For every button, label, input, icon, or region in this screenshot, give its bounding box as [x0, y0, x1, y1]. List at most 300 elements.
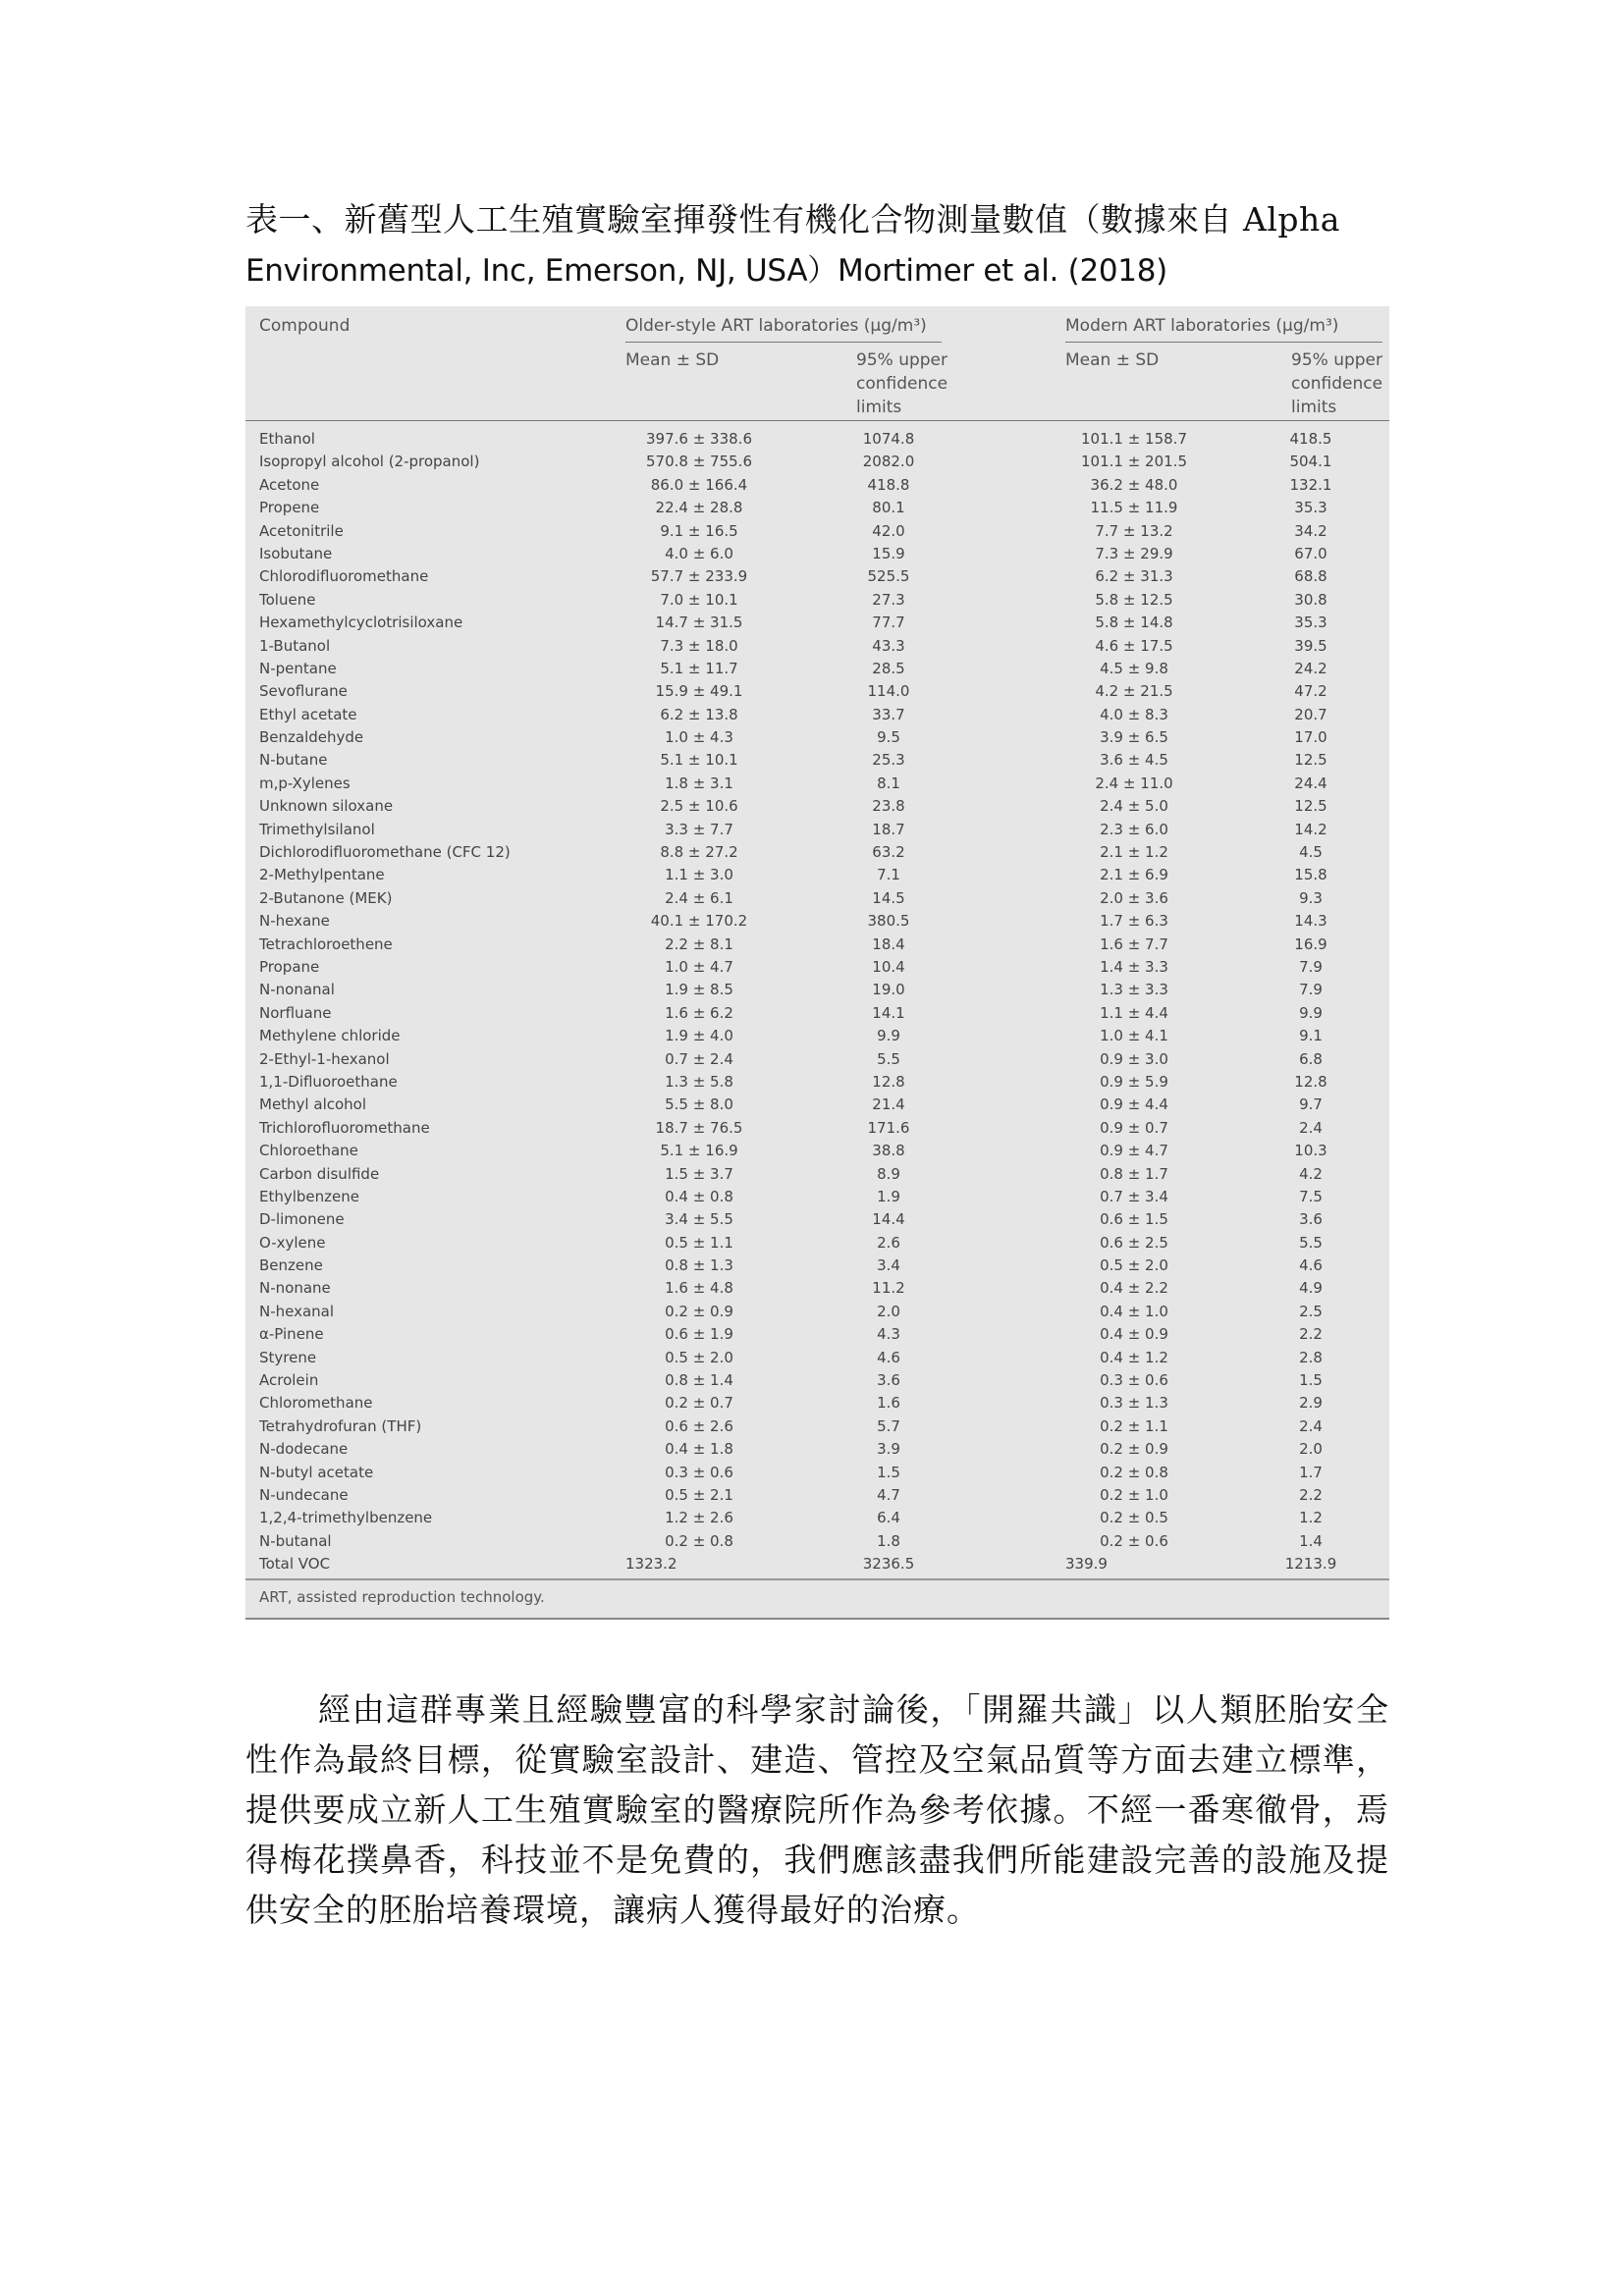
older-mean-sd-cell: 8.8 ± 27.2	[660, 843, 738, 862]
modern-mean-sd-cell: 4.6 ± 17.5	[1095, 636, 1173, 655]
modern-upper-cell: 1.5	[1299, 1371, 1323, 1390]
modern-mean-sd-cell: 0.9 ± 4.7	[1100, 1142, 1168, 1160]
compound-cell: Trichlorofluoromethane	[259, 1118, 430, 1137]
modern-upper-cell: 16.9	[1294, 934, 1327, 953]
table-row	[245, 1415, 1389, 1438]
modern-mean-sd-cell: 1.4 ± 3.3	[1100, 957, 1168, 976]
modern-upper-cell: 35.3	[1294, 614, 1327, 632]
older-mean-sd-cell: 0.4 ± 1.8	[665, 1440, 733, 1459]
older-mean-sd-cell: 15.9 ± 49.1	[655, 682, 743, 701]
compound-cell: Total VOC	[259, 1555, 331, 1574]
voc-table	[245, 306, 1389, 1620]
older-upper-cell: 2.6	[877, 1233, 900, 1252]
modern-upper-cell: 132.1	[1289, 475, 1332, 494]
modern-upper-cell: 10.3	[1294, 1142, 1327, 1160]
table-row	[245, 1117, 1389, 1140]
older-mean-sd-cell: 1.3 ± 5.8	[665, 1072, 733, 1091]
modern-mean-sd-cell: 0.2 ± 1.1	[1100, 1416, 1168, 1435]
modern-upper-cell: 67.0	[1294, 544, 1327, 562]
table-row	[245, 1163, 1389, 1186]
modern-mean-sd-cell: 7.3 ± 29.9	[1095, 544, 1173, 562]
compound-cell: N-butane	[259, 751, 328, 770]
header-older-upper-l2: confidence	[856, 374, 948, 394]
footnote-rule	[245, 1578, 1389, 1580]
table-row	[245, 956, 1389, 979]
compound-cell: N-nonane	[259, 1279, 331, 1298]
caption-line-2: Environmental, Inc, Emerson, NJ, USA）Mortimer et al. (2018)	[245, 253, 1167, 289]
modern-mean-sd-cell: 0.9 ± 0.7	[1100, 1118, 1168, 1137]
compound-cell: N-undecane	[259, 1485, 349, 1504]
caption-line-1: 表一、新舊型人工生殖實驗室揮發性有機化合物測量數值（數據來自 Alpha	[245, 200, 1340, 239]
modern-mean-sd-cell: 0.9 ± 4.4	[1100, 1095, 1168, 1114]
older-upper-cell: 21.4	[872, 1095, 905, 1114]
older-upper-cell: 1.9	[877, 1187, 900, 1205]
older-mean-sd-cell: 1.0 ± 4.7	[665, 957, 733, 976]
compound-cell: Tetrachloroethene	[259, 934, 393, 953]
table-row	[245, 887, 1389, 910]
older-mean-sd-cell: 0.6 ± 2.6	[665, 1416, 733, 1435]
older-upper-cell: 7.1	[877, 866, 900, 884]
modern-upper-cell: 47.2	[1294, 682, 1327, 701]
modern-mean-sd-cell: 0.2 ± 1.0	[1100, 1485, 1168, 1504]
older-mean-sd-cell: 5.5 ± 8.0	[665, 1095, 733, 1114]
modern-upper-cell: 2.2	[1299, 1485, 1323, 1504]
modern-upper-cell: 30.8	[1294, 590, 1327, 609]
compound-cell: N-hexane	[259, 912, 330, 931]
older-upper-cell: 2.0	[877, 1302, 900, 1320]
modern-mean-sd-cell: 1.6 ± 7.7	[1100, 934, 1168, 953]
modern-upper-cell: 5.5	[1299, 1233, 1323, 1252]
modern-upper-cell: 4.9	[1299, 1279, 1323, 1298]
modern-upper-cell: 1213.9	[1284, 1555, 1337, 1574]
table-row	[245, 1232, 1389, 1255]
compound-cell: D-limonene	[259, 1210, 345, 1229]
older-upper-cell: 4.3	[877, 1325, 900, 1344]
older-upper-cell: 9.9	[877, 1027, 900, 1045]
compound-cell: Benzaldehyde	[259, 728, 364, 747]
modern-upper-cell: 3.6	[1299, 1210, 1323, 1229]
compound-cell: Ethyl acetate	[259, 705, 357, 723]
table-row	[245, 1323, 1389, 1346]
older-upper-cell: 18.4	[872, 934, 905, 953]
older-mean-sd-cell: 0.5 ± 2.1	[665, 1485, 733, 1504]
modern-upper-cell: 2.8	[1299, 1348, 1323, 1366]
modern-upper-cell: 34.2	[1294, 521, 1327, 540]
table-row	[245, 428, 1389, 451]
modern-mean-sd-cell: 0.8 ± 1.7	[1100, 1164, 1168, 1183]
older-mean-sd-cell: 22.4 ± 28.8	[655, 499, 743, 517]
modern-mean-sd-cell: 101.1 ± 158.7	[1081, 430, 1187, 448]
table-row	[245, 520, 1389, 543]
table-row	[245, 1208, 1389, 1231]
older-mean-sd-cell: 9.1 ± 16.5	[660, 521, 738, 540]
modern-mean-sd-cell: 339.9	[1065, 1555, 1108, 1574]
older-mean-sd-cell: 1.8 ± 3.1	[665, 774, 733, 792]
table-row	[245, 1255, 1389, 1277]
compound-cell: Chloroethane	[259, 1142, 358, 1160]
modern-mean-sd-cell: 0.9 ± 5.9	[1100, 1072, 1168, 1091]
modern-mean-sd-cell: 4.0 ± 8.3	[1100, 705, 1168, 723]
modern-mean-sd-cell: 3.9 ± 6.5	[1100, 728, 1168, 747]
older-upper-cell: 18.7	[872, 820, 905, 838]
table-row	[245, 1140, 1389, 1162]
table-row	[245, 910, 1389, 933]
modern-upper-cell: 4.6	[1299, 1256, 1323, 1275]
modern-mean-sd-cell: 0.4 ± 2.2	[1100, 1279, 1168, 1298]
older-upper-cell: 1.5	[877, 1463, 900, 1481]
header-older-upper-l1: 95% upper	[856, 350, 947, 370]
compound-cell: 1-Butanol	[259, 636, 331, 655]
older-mean-sd-cell: 3.3 ± 7.7	[665, 820, 733, 838]
modern-upper-cell: 4.5	[1299, 843, 1323, 862]
older-mean-sd-cell: 0.2 ± 0.8	[665, 1531, 733, 1550]
older-mean-sd-cell: 1323.2	[625, 1555, 677, 1574]
older-upper-cell: 38.8	[872, 1142, 905, 1160]
older-group-rule	[625, 342, 942, 343]
older-upper-cell: 9.5	[877, 728, 900, 747]
table-row	[245, 680, 1389, 703]
modern-upper-cell: 2.5	[1299, 1302, 1323, 1320]
older-mean-sd-cell: 0.8 ± 1.3	[665, 1256, 733, 1275]
table-row	[245, 773, 1389, 795]
table-row	[245, 726, 1389, 749]
older-upper-cell: 28.5	[872, 659, 905, 677]
header-modern-group: Modern ART laboratories (μg/m³)	[1065, 316, 1339, 336]
compound-cell: Acrolein	[259, 1371, 319, 1390]
modern-mean-sd-cell: 0.4 ± 1.0	[1100, 1302, 1168, 1320]
older-mean-sd-cell: 0.2 ± 0.9	[665, 1302, 733, 1320]
compound-cell: 2-Ethyl-1-hexanol	[259, 1049, 390, 1068]
compound-cell: Carbon disulfide	[259, 1164, 380, 1183]
modern-upper-cell: 24.2	[1294, 659, 1327, 677]
modern-mean-sd-cell: 0.3 ± 0.6	[1100, 1371, 1168, 1390]
older-mean-sd-cell: 5.1 ± 11.7	[660, 659, 738, 677]
table-row	[245, 589, 1389, 612]
modern-mean-sd-cell: 0.3 ± 1.3	[1100, 1394, 1168, 1413]
older-upper-cell: 12.8	[872, 1072, 905, 1091]
modern-mean-sd-cell: 0.6 ± 1.5	[1100, 1210, 1168, 1229]
older-mean-sd-cell: 1.9 ± 4.0	[665, 1027, 733, 1045]
table-row	[245, 979, 1389, 1001]
modern-upper-cell: 15.8	[1294, 866, 1327, 884]
modern-mean-sd-cell: 0.4 ± 0.9	[1100, 1325, 1168, 1344]
table-row	[245, 864, 1389, 886]
modern-mean-sd-cell: 11.5 ± 11.9	[1090, 499, 1178, 517]
older-mean-sd-cell: 40.1 ± 170.2	[650, 912, 748, 931]
older-upper-cell: 5.7	[877, 1416, 900, 1435]
older-mean-sd-cell: 0.3 ± 0.6	[665, 1463, 733, 1481]
compound-cell: Isobutane	[259, 544, 333, 562]
compound-cell: Benzene	[259, 1256, 323, 1275]
older-mean-sd-cell: 0.7 ± 2.4	[665, 1049, 733, 1068]
older-mean-sd-cell: 1.5 ± 3.7	[665, 1164, 733, 1183]
older-upper-cell: 63.2	[872, 843, 905, 862]
older-mean-sd-cell: 1.6 ± 6.2	[665, 1003, 733, 1022]
compound-cell: 1,1-Difluoroethane	[259, 1072, 398, 1091]
table-row	[245, 1094, 1389, 1116]
older-mean-sd-cell: 5.1 ± 16.9	[660, 1142, 738, 1160]
older-upper-cell: 8.9	[877, 1164, 900, 1183]
older-mean-sd-cell: 6.2 ± 13.8	[660, 705, 738, 723]
table-row	[245, 451, 1389, 473]
compound-cell: Isopropyl alcohol (2-propanol)	[259, 453, 480, 471]
compound-cell: 2-Methylpentane	[259, 866, 385, 884]
table-row	[245, 658, 1389, 680]
older-upper-cell: 525.5	[867, 567, 910, 586]
compound-cell: N-nonanal	[259, 981, 335, 999]
modern-upper-cell: 1.4	[1299, 1531, 1323, 1550]
header-modern-upper-l1: 95% upper	[1291, 350, 1382, 370]
table-row	[245, 565, 1389, 588]
modern-upper-cell: 1.7	[1299, 1463, 1323, 1481]
older-mean-sd-cell: 7.3 ± 18.0	[660, 636, 738, 655]
compound-cell: m,p-Xylenes	[259, 774, 351, 792]
modern-mean-sd-cell: 2.1 ± 6.9	[1100, 866, 1168, 884]
older-mean-sd-cell: 1.6 ± 4.8	[665, 1279, 733, 1298]
compound-cell: α-Pinene	[259, 1325, 324, 1344]
modern-mean-sd-cell: 101.1 ± 201.5	[1081, 453, 1187, 471]
table-row	[245, 704, 1389, 726]
modern-mean-sd-cell: 1.0 ± 4.1	[1100, 1027, 1168, 1045]
older-upper-cell: 27.3	[872, 590, 905, 609]
compound-cell: Hexamethylcyclotrisiloxane	[259, 614, 463, 632]
older-mean-sd-cell: 0.5 ± 1.1	[665, 1233, 733, 1252]
table-row	[245, 1530, 1389, 1553]
older-upper-cell: 3.6	[877, 1371, 900, 1390]
table-row	[245, 497, 1389, 519]
compound-cell: Acetonitrile	[259, 521, 344, 540]
older-upper-cell: 8.1	[877, 774, 900, 792]
older-upper-cell: 14.5	[872, 888, 905, 907]
modern-upper-cell: 2.2	[1299, 1325, 1323, 1344]
modern-upper-cell: 2.9	[1299, 1394, 1323, 1413]
table-row	[245, 1025, 1389, 1047]
modern-upper-cell: 9.7	[1299, 1095, 1323, 1114]
older-mean-sd-cell: 4.0 ± 6.0	[665, 544, 733, 562]
older-upper-cell: 10.4	[872, 957, 905, 976]
modern-upper-cell: 6.8	[1299, 1049, 1323, 1068]
table-row	[245, 934, 1389, 956]
header-modern-mean-sd: Mean ± SD	[1065, 350, 1160, 370]
modern-upper-cell: 9.9	[1299, 1003, 1323, 1022]
compound-cell: N-butyl acetate	[259, 1463, 374, 1481]
modern-upper-cell: 2.0	[1299, 1440, 1323, 1459]
modern-upper-cell: 24.4	[1294, 774, 1327, 792]
modern-upper-cell: 7.9	[1299, 957, 1323, 976]
modern-mean-sd-cell: 5.8 ± 14.8	[1095, 614, 1173, 632]
table-footnote: ART, assisted reproduction technology.	[259, 1588, 545, 1606]
modern-mean-sd-cell: 0.2 ± 0.9	[1100, 1440, 1168, 1459]
modern-mean-sd-cell: 0.2 ± 0.6	[1100, 1531, 1168, 1550]
total-row	[245, 1553, 1389, 1575]
older-mean-sd-cell: 2.4 ± 6.1	[665, 888, 733, 907]
older-upper-cell: 33.7	[872, 705, 905, 723]
modern-upper-cell: 4.2	[1299, 1164, 1323, 1183]
older-upper-cell: 380.5	[867, 912, 910, 931]
older-mean-sd-cell: 0.2 ± 0.7	[665, 1394, 733, 1413]
modern-mean-sd-cell: 1.3 ± 3.3	[1100, 981, 1168, 999]
modern-mean-sd-cell: 2.3 ± 6.0	[1100, 820, 1168, 838]
compound-cell: Propene	[259, 499, 320, 517]
modern-upper-cell: 17.0	[1294, 728, 1327, 747]
modern-group-rule	[1065, 342, 1382, 343]
older-upper-cell: 6.4	[877, 1509, 900, 1527]
older-upper-cell: 14.4	[872, 1210, 905, 1229]
compound-cell: Chloromethane	[259, 1394, 373, 1413]
compound-cell: Acetone	[259, 475, 320, 494]
compound-cell: N-hexanal	[259, 1302, 335, 1320]
older-upper-cell: 1074.8	[862, 430, 915, 448]
older-upper-cell: 77.7	[872, 614, 905, 632]
modern-upper-cell: 14.2	[1294, 820, 1327, 838]
body-paragraph: 經由這群專業且經驗豐富的科學家討論後，「開羅共識」以人類胚胎安全性作為最終目標，從實驗室設計、建造、管控及空氣品質等方面去建立標準，提供要成立新人工生殖實驗室的醫療院所作為參考依據。不經一番寒徹骨，焉得梅花撲鼻香，科技並不是免費的，我們應該盡我們所能建設完善的設施及提供安全的胚胎培養環境，讓病人獲得最好的治療。	[245, 1690, 1389, 1929]
compound-cell: N-dodecane	[259, 1440, 349, 1459]
modern-mean-sd-cell: 7.7 ± 13.2	[1095, 521, 1173, 540]
table-row	[245, 1507, 1389, 1529]
older-mean-sd-cell: 1.9 ± 8.5	[665, 981, 733, 999]
table-body	[245, 428, 1389, 1576]
compound-cell: Unknown siloxane	[259, 797, 394, 816]
modern-upper-cell: 9.1	[1299, 1027, 1323, 1045]
modern-upper-cell: 504.1	[1289, 453, 1332, 471]
header-modern-upper-l2: confidence	[1291, 374, 1383, 394]
modern-upper-cell: 7.5	[1299, 1187, 1323, 1205]
compound-cell: Norfluane	[259, 1003, 332, 1022]
modern-mean-sd-cell: 0.6 ± 2.5	[1100, 1233, 1168, 1252]
modern-upper-cell: 418.5	[1289, 430, 1332, 448]
older-mean-sd-cell: 397.6 ± 338.6	[646, 430, 752, 448]
older-upper-cell: 114.0	[867, 682, 910, 701]
older-upper-cell: 4.7	[877, 1485, 900, 1504]
compound-cell: 2-Butanone (MEK)	[259, 888, 393, 907]
modern-mean-sd-cell: 3.6 ± 4.5	[1100, 751, 1168, 770]
modern-upper-cell: 14.3	[1294, 912, 1327, 931]
header-older-upper-l3: limits	[856, 398, 902, 417]
older-mean-sd-cell: 0.6 ± 1.9	[665, 1325, 733, 1344]
modern-mean-sd-cell: 2.4 ± 11.0	[1095, 774, 1173, 792]
older-upper-cell: 3.9	[877, 1440, 900, 1459]
modern-upper-cell: 39.5	[1294, 636, 1327, 655]
table-row	[245, 1369, 1389, 1392]
older-mean-sd-cell: 14.7 ± 31.5	[655, 614, 743, 632]
modern-mean-sd-cell: 0.5 ± 2.0	[1100, 1256, 1168, 1275]
modern-mean-sd-cell: 1.1 ± 4.4	[1100, 1003, 1168, 1022]
header-older-group: Older-style ART laboratories (μg/m³)	[625, 316, 927, 336]
older-upper-cell: 80.1	[872, 499, 905, 517]
older-mean-sd-cell: 2.2 ± 8.1	[665, 934, 733, 953]
older-mean-sd-cell: 0.5 ± 2.0	[665, 1348, 733, 1366]
table-row	[245, 1071, 1389, 1094]
compound-cell: O-xylene	[259, 1233, 326, 1252]
table-row	[245, 1347, 1389, 1369]
older-upper-cell: 171.6	[867, 1118, 910, 1137]
table-row	[245, 749, 1389, 772]
header-modern-upper	[1291, 348, 1382, 419]
older-mean-sd-cell: 5.1 ± 10.1	[660, 751, 738, 770]
header-older-upper	[856, 348, 947, 419]
older-mean-sd-cell: 0.8 ± 1.4	[665, 1371, 733, 1390]
modern-mean-sd-cell: 2.1 ± 1.2	[1100, 843, 1168, 862]
older-upper-cell: 1.6	[877, 1394, 900, 1413]
older-mean-sd-cell: 7.0 ± 10.1	[660, 590, 738, 609]
modern-upper-cell: 12.5	[1294, 751, 1327, 770]
older-upper-cell: 43.3	[872, 636, 905, 655]
older-upper-cell: 5.5	[877, 1049, 900, 1068]
modern-upper-cell: 1.2	[1299, 1509, 1323, 1527]
older-upper-cell: 42.0	[872, 521, 905, 540]
modern-upper-cell: 12.5	[1294, 797, 1327, 816]
header-modern-upper-l3: limits	[1291, 398, 1337, 417]
older-mean-sd-cell: 18.7 ± 76.5	[655, 1118, 743, 1137]
older-mean-sd-cell: 1.1 ± 3.0	[665, 866, 733, 884]
header-older-mean-sd: Mean ± SD	[625, 350, 720, 370]
table-row	[245, 635, 1389, 658]
modern-mean-sd-cell: 4.2 ± 21.5	[1095, 682, 1173, 701]
compound-cell: Toluene	[259, 590, 316, 609]
compound-cell: Methylene chloride	[259, 1027, 401, 1045]
older-upper-cell: 15.9	[872, 544, 905, 562]
table-row	[245, 1484, 1389, 1507]
modern-mean-sd-cell: 0.2 ± 0.5	[1100, 1509, 1168, 1527]
table-row	[245, 1002, 1389, 1025]
table-row	[245, 795, 1389, 818]
compound-cell: Dichlorodifluoromethane (CFC 12)	[259, 843, 511, 862]
modern-mean-sd-cell: 0.7 ± 3.4	[1100, 1187, 1168, 1205]
modern-mean-sd-cell: 5.8 ± 12.5	[1095, 590, 1173, 609]
compound-cell: Styrene	[259, 1348, 317, 1366]
older-mean-sd-cell: 2.5 ± 10.6	[660, 797, 738, 816]
modern-mean-sd-cell: 1.7 ± 6.3	[1100, 912, 1168, 931]
compound-cell: Trimethylsilanol	[259, 820, 375, 838]
modern-mean-sd-cell: 6.2 ± 31.3	[1095, 567, 1173, 586]
older-upper-cell: 2082.0	[862, 453, 915, 471]
modern-upper-cell: 20.7	[1294, 705, 1327, 723]
modern-upper-cell: 68.8	[1294, 567, 1327, 586]
compound-cell: 1,2,4-trimethylbenzene	[259, 1509, 433, 1527]
table-row	[245, 1462, 1389, 1484]
modern-upper-cell: 7.9	[1299, 981, 1323, 999]
older-upper-cell: 14.1	[872, 1003, 905, 1022]
table-row	[245, 474, 1389, 497]
compound-cell: Tetrahydrofuran (THF)	[259, 1416, 422, 1435]
header-rule	[245, 420, 1389, 421]
compound-cell: Propane	[259, 957, 320, 976]
older-mean-sd-cell: 1.2 ± 2.6	[665, 1509, 733, 1527]
modern-mean-sd-cell: 4.5 ± 9.8	[1100, 659, 1168, 677]
table-row	[245, 819, 1389, 841]
older-upper-cell: 3.4	[877, 1256, 900, 1275]
modern-mean-sd-cell: 0.4 ± 1.2	[1100, 1348, 1168, 1366]
modern-upper-cell: 2.4	[1299, 1118, 1323, 1137]
modern-mean-sd-cell: 0.9 ± 3.0	[1100, 1049, 1168, 1068]
table-row	[245, 1438, 1389, 1461]
older-upper-cell: 19.0	[872, 981, 905, 999]
table-row	[245, 612, 1389, 634]
table-row	[245, 1277, 1389, 1300]
table-row	[245, 1048, 1389, 1071]
table-row	[245, 543, 1389, 565]
modern-upper-cell: 12.8	[1294, 1072, 1327, 1091]
compound-cell: N-pentane	[259, 659, 337, 677]
header-compound: Compound	[259, 316, 351, 336]
modern-mean-sd-cell: 2.4 ± 5.0	[1100, 797, 1168, 816]
compound-cell: N-butanal	[259, 1531, 332, 1550]
older-upper-cell: 25.3	[872, 751, 905, 770]
older-upper-cell: 3236.5	[862, 1555, 915, 1574]
older-upper-cell: 4.6	[877, 1348, 900, 1366]
older-upper-cell: 23.8	[872, 797, 905, 816]
modern-mean-sd-cell: 2.0 ± 3.6	[1100, 888, 1168, 907]
